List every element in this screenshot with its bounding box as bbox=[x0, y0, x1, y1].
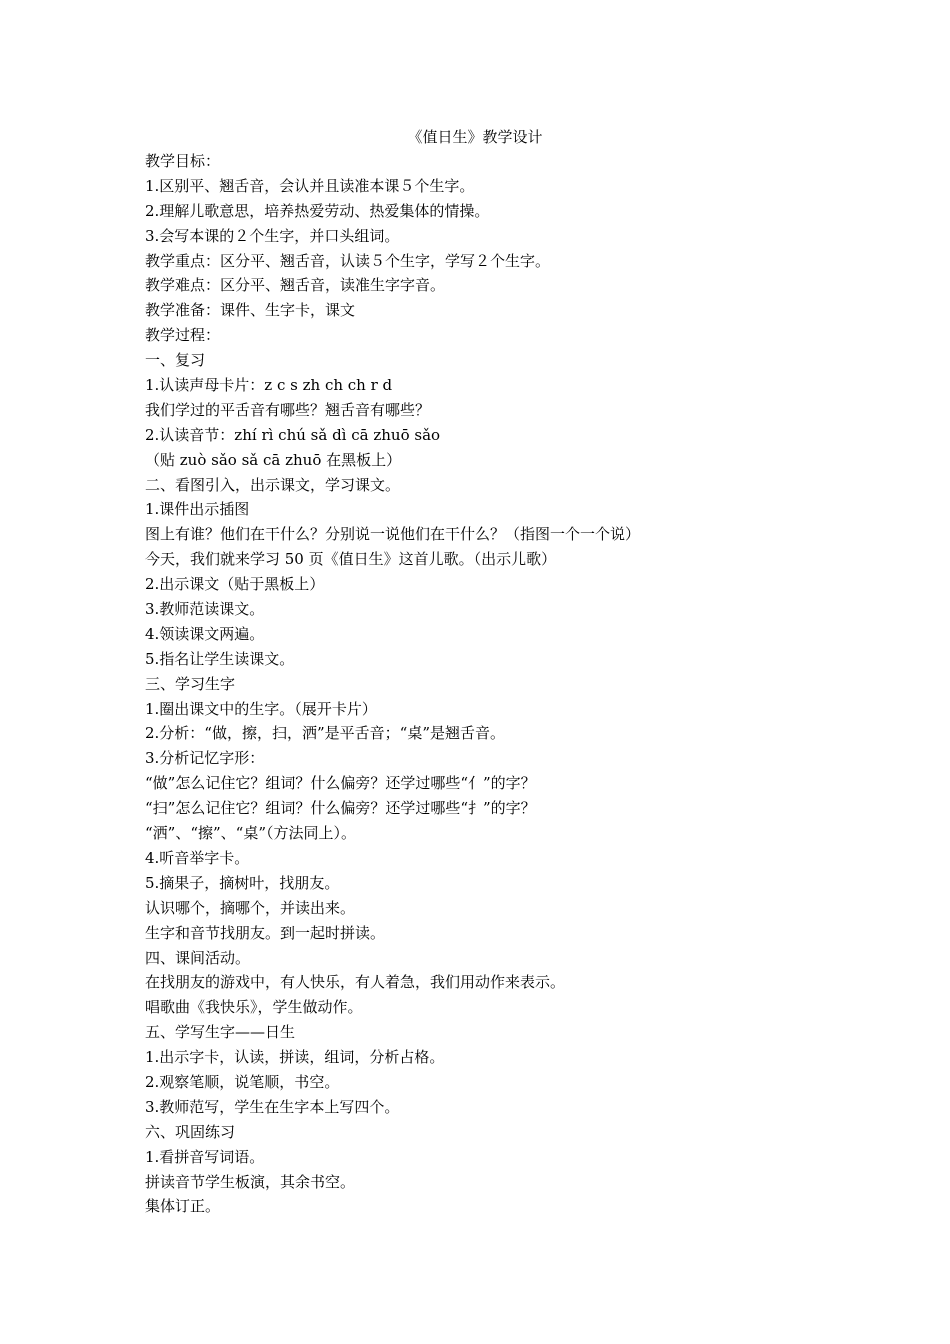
text-line: （贴 zuò sǎo sǎ cā zhuō 在黑板上） bbox=[145, 450, 402, 469]
text-line: 教学准备：课件、生字卡，课文 bbox=[145, 301, 356, 320]
text-line: 我们学过的平舌音有哪些？翘舌音有哪些？ bbox=[145, 400, 431, 419]
text-line: 唱歌曲《我快乐》，学生做动作。 bbox=[145, 998, 363, 1017]
text-line: 认识哪个，摘哪个，并读出来。 bbox=[145, 898, 356, 917]
text-line: 2.出示课文（贴于黑板上） bbox=[145, 575, 325, 594]
text-line: “洒”、“擦”、“桌”（方法同上）。 bbox=[145, 824, 357, 843]
text-line: 5.指名让学生读课文。 bbox=[145, 649, 295, 668]
text-line: 4.领读课文两遍。 bbox=[145, 624, 265, 643]
text-line: 教学目标： bbox=[145, 152, 221, 170]
text-line: 教学难点：区分平、翘舌音，读准生字字音。 bbox=[145, 276, 446, 295]
text-line: 集体订正。 bbox=[145, 1197, 221, 1216]
text-line: 1.圈出课文中的生字。（展开卡片） bbox=[145, 699, 377, 718]
text-line: 2.认读音节：zhí rì chú sǎ dì cā zhuō sǎo bbox=[145, 425, 441, 444]
text-line: 2.观察笔顺，说笔顺，书空。 bbox=[145, 1072, 340, 1091]
text-line: 5.摘果子，摘树叶，找朋友。 bbox=[145, 873, 340, 892]
text-line: 今天，我们就来学习 50 页《值日生》这首儿歌。（出示儿歌） bbox=[145, 550, 557, 569]
text-line: 2.分析：“做，擦，扫，洒”是平舌音；“桌”是翘舌音。 bbox=[145, 724, 505, 743]
text-line: “做”怎么记住它？组词？什么偏旁？还学过哪些“亻”的字？ bbox=[145, 774, 536, 793]
text-line: 在找朋友的游戏中，有人快乐，有人着急，我们用动作来表示。 bbox=[145, 973, 566, 992]
text-line: 生字和音节找朋友。到一起时拼读。 bbox=[145, 923, 386, 942]
text-line: 二、看图引入，出示课文，学习课文。 bbox=[145, 475, 401, 494]
text-line: 3.教师范写，学生在生字本上写四个。 bbox=[145, 1097, 400, 1116]
text-line: 4.听音举字卡。 bbox=[145, 848, 250, 867]
text-line: 1.课件出示插图 bbox=[145, 500, 250, 519]
text-line: 拼读音节学生板演，其余书空。 bbox=[145, 1172, 356, 1191]
text-line: 图上有谁？他们在干什么？分别说一说他们在干什么？（指图一个一个说） bbox=[145, 525, 641, 544]
document-title: 《值日生》教学设计 bbox=[407, 128, 543, 146]
text-line: 1.看拼音写词语。 bbox=[145, 1147, 265, 1166]
text-line: 1.出示字卡，认读，拼读，组词，分析占格。 bbox=[145, 1048, 445, 1067]
text-line: 一、复习 bbox=[145, 351, 206, 370]
text-line: 四、课间活动。 bbox=[145, 948, 251, 967]
text-line: 3.教师范读课文。 bbox=[145, 600, 265, 619]
text-line: “扫”怎么记住它？组词？什么偏旁？还学过哪些“扌”的字？ bbox=[145, 799, 536, 818]
text-line: 1.区别平、翘舌音，会认并且读准本课５个生字。 bbox=[145, 176, 475, 195]
text-line: 2.理解儿歌意思，培养热爱劳动、热爱集体的情操。 bbox=[145, 201, 490, 220]
text-line: 三、学习生字 bbox=[145, 674, 236, 693]
text-line: 教学重点：区分平、翘舌音，认读５个生字，学写２个生字。 bbox=[145, 251, 551, 270]
text-line: 教学过程： bbox=[145, 326, 221, 345]
document-body bbox=[145, 149, 845, 1219]
text-line: 六、巩固练习 bbox=[145, 1122, 236, 1141]
text-line: 1.认读声母卡片：z c s zh ch ch r d bbox=[145, 376, 393, 395]
text-line: 五、学写生字——日生 bbox=[145, 1023, 296, 1042]
text-line: 3.会写本课的２个生字，并口头组词。 bbox=[145, 226, 400, 245]
text-line: 3.分析记忆字形： bbox=[145, 749, 265, 768]
